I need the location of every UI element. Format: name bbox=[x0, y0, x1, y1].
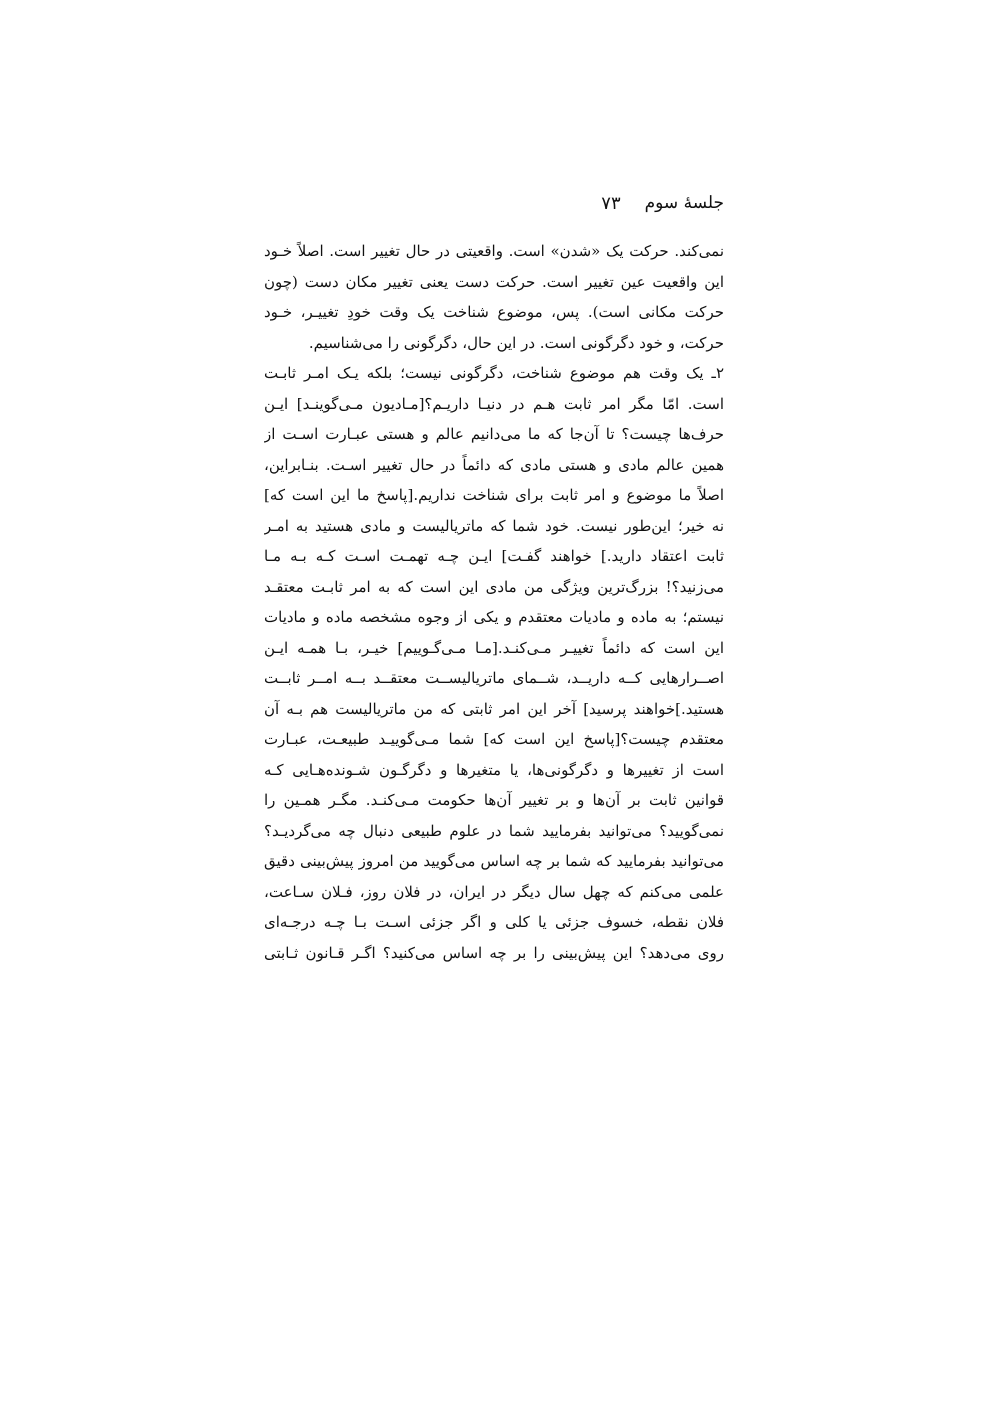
text-line: نمی‌کند. حرکت یک «شدن» است. واقعیتی در حال تغییر است. اصلاً خـود bbox=[264, 242, 724, 260]
text-line: معتقدم چیست؟[پاسخ این است که] شما مـی‌گوییـد طبیعـت، عبـارت bbox=[264, 730, 724, 748]
text-line: نیستم؛ به ماده و مادیات معتقدم و یکی از وجوه مشخصه ماده و مادیات bbox=[264, 608, 724, 626]
text-line: می‌زنید؟! بزرگ‌ترین ویژگی من مادی این است که به امر ثابـت معتقـد bbox=[264, 577, 724, 596]
text-line: نه خیر؛ این‌طور نیست. خود شما که ماتریالیست و مادی هستید به امـر bbox=[264, 516, 724, 535]
text-line: اصلاً ما موضوع و امر ثابت برای شناخت نداریم.[پاسخ ما این است که] bbox=[264, 486, 724, 504]
text-line: علمی می‌کنم که چهل سال دیگر در ایران، در فلان روز، فـلان سـاعت، bbox=[264, 882, 724, 901]
text-line: ثابت اعتقاد دارید.] خواهند گفـت] ایـن چـه تهمـت اسـت کـه بـه مـا bbox=[264, 547, 724, 565]
text-line: می‌توانید بفرمایید که شما بر چه اساس می‌گویید من امروز پیش‌بینی دقیق bbox=[264, 852, 724, 870]
text-line: است از تغییرها و دگرگونی‌ها، یا متغیرها و دگرگـون شـونده‌هـایی کـه bbox=[264, 760, 724, 779]
text-line: فلان نقطه، خسوف جزئی یا کلی و اگر جزئی اسـت بـا چـه درجـه‌ای bbox=[264, 913, 724, 931]
text-line: نمی‌گویید؟ می‌توانید بفرمایید شما در علوم طبیعی دنبال چه می‌گردیـد؟ bbox=[264, 821, 724, 840]
text-line: روی می‌دهد؟ این پیش‌بینی را بر چه اساس می‌کنید؟ اگـر قـانون ثـابتی bbox=[264, 943, 724, 962]
text-line: حرکت مکانی است). پس، موضوع شناخت یک وقت خودِ تغییـر، خـود bbox=[264, 303, 724, 321]
page-number: ۷۳ bbox=[601, 192, 621, 214]
text-line: اصــرارهایی کــه داریــد، شــمای ماتریالیســت معتقــد بــه امــر ثابــت bbox=[264, 669, 724, 687]
running-title: جلسهٔ سوم bbox=[644, 193, 724, 213]
text-line: هستید.]خواهند پرسید] آخر این امر ثابتی که من ماتریالیست هم بـه آن bbox=[264, 699, 724, 718]
text-line: حرکت، و خود دگرگونی است. در این حال، دگرگونی را می‌شناسیم. bbox=[308, 333, 724, 352]
text-line: این است که دائماً تغییـر مـی‌کنـد.[مـا مـی‌گـوییم] خیـر، بـا همـه ایـن bbox=[264, 638, 724, 657]
text-line: حرف‌ها چیست؟ تا آن‌جا که ما می‌دانیم عالم و هستی عبـارت اسـت از bbox=[264, 425, 724, 443]
text-line: همین عالم مادی و هستی مادی که دائماً در حال تغییر اسـت. بنـابراین، bbox=[264, 455, 724, 474]
text-line: قوانین ثابت بر آن‌ها و بر تغییر آن‌ها حکومت مـی‌کنـد. مگـر همـین را bbox=[264, 791, 724, 809]
text-line: این واقعیت عین تغییر است. حرکت دست یعنی تغییر مکان دست (چون bbox=[264, 272, 724, 291]
text-line: ۲ـ یک وقت هم موضوع شناخت، دگرگونی نیست؛ بلکه یـک امـر ثابـت bbox=[264, 364, 724, 382]
running-header bbox=[268, 188, 724, 218]
text-line: است. امّا مگر امر ثابت هـم در دنیـا داریـم؟[مـادیون مـی‌گوینـد] ایـن bbox=[264, 394, 724, 413]
body-text bbox=[264, 236, 724, 968]
